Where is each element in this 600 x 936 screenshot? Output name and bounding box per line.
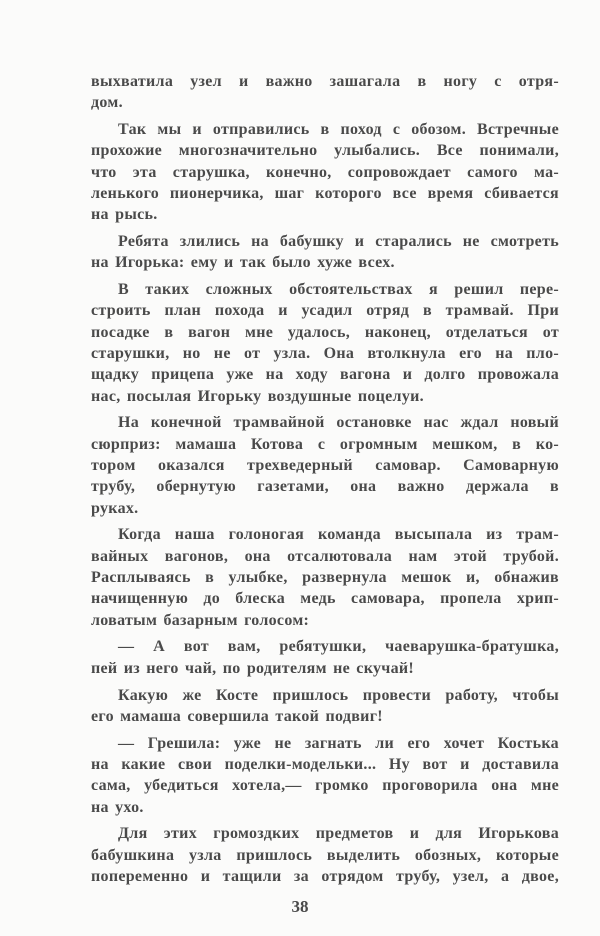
text-line: на Игорька: ему и так было хуже всех. <box>91 254 395 272</box>
text-line: начищенную до блеска медь самовара, пропела хрип- <box>91 590 559 608</box>
text-line: на рысь. <box>91 206 158 224</box>
book-page-text <box>91 71 559 893</box>
text-line: Расплываясь в улыбке, развернула мешок и, обнажив <box>91 569 559 587</box>
text-line: посадке в вагон мне удалось, наконец, отделаться от <box>91 323 559 341</box>
text-line: старушки, но не от узла. Она втолкнула его на пло- <box>91 345 559 363</box>
text-line: ловатым базарным голосом: <box>91 611 310 629</box>
page-number: 38 <box>291 897 309 916</box>
text-line: — Грешила: уже не загнать ли его хочет Костька <box>118 734 559 752</box>
paragraph <box>91 636 559 679</box>
text-line: трубу, обернутую газетами, она важно держала в <box>91 478 559 496</box>
text-line: щадку прицепа уже на ходу вагона и долго провожала <box>91 366 559 384</box>
paragraph <box>91 733 559 818</box>
text-line: дом. <box>91 94 123 112</box>
paragraph <box>91 119 559 225</box>
text-line: на ухо. <box>91 798 144 816</box>
paragraph <box>91 279 559 407</box>
text-line: прохожие многозначительно улыбались. Все понимали, <box>91 142 559 160</box>
text-line: Ребята злились на бабушку и старались не смотреть <box>118 233 559 251</box>
text-line: на какие свои поделки-модельки... Ну вот и доставила <box>91 755 559 773</box>
text-line: Когда наша голоногая команда высыпала из трам- <box>118 526 559 544</box>
text-line: бабушкина узла пришлось выделить обозных, которые <box>91 846 559 864</box>
text-line: выхватила узел и важно зашагала в ногу с отря- <box>91 73 559 90</box>
paragraph <box>91 412 559 518</box>
paragraph <box>91 524 559 630</box>
text-line: тором оказался трехведерный самовар. Самоварную <box>91 457 559 475</box>
text-line: строить план похода и усадил отряд в трамвай. При <box>91 302 559 320</box>
paragraph <box>91 231 559 274</box>
text-line: Какую же Косте пришлось провести работу, чтобы <box>118 686 559 704</box>
text-line: Так мы и отправились в поход с обозом. Встречные <box>118 121 559 139</box>
text-line: что эта старушка, конечно, сопровождает самого ма- <box>91 163 559 181</box>
paragraph <box>91 71 559 114</box>
text-line: ленького пионерчика, шаг которого все время сбивается <box>91 184 559 202</box>
text-line: Для этих громоздких предметов и для Игорькова <box>118 825 559 843</box>
text-line: — А вот вам, ребятушки, чаеварушка-братушка, <box>118 638 559 656</box>
text-line: попеременно и тащили за отрядом трубу, узел, а двое, <box>91 867 559 885</box>
paragraph <box>91 685 559 728</box>
text-line: пей из него чай, по родителям не скучай! <box>91 659 415 677</box>
text-line: его мамаша совершила такой подвиг! <box>91 707 383 725</box>
text-line: сама, убедиться хотела,— громко проговорила она мне <box>91 777 559 795</box>
text-line: На конечной трамвайной остановке нас ждал новый <box>118 414 559 432</box>
text-line: вайных вагонов, она отсалютовала нам этой трубой. <box>91 547 559 565</box>
text-line: нас, посылая Игорьку воздушные поцелуи. <box>91 387 424 405</box>
text-line: сюрприз: мамаша Котова с огромным мешком, в ко- <box>91 435 559 453</box>
text-line: В таких сложных обстоятельствах я решил пере- <box>118 281 559 299</box>
paragraph <box>91 823 559 887</box>
text-line: руках. <box>91 499 139 517</box>
